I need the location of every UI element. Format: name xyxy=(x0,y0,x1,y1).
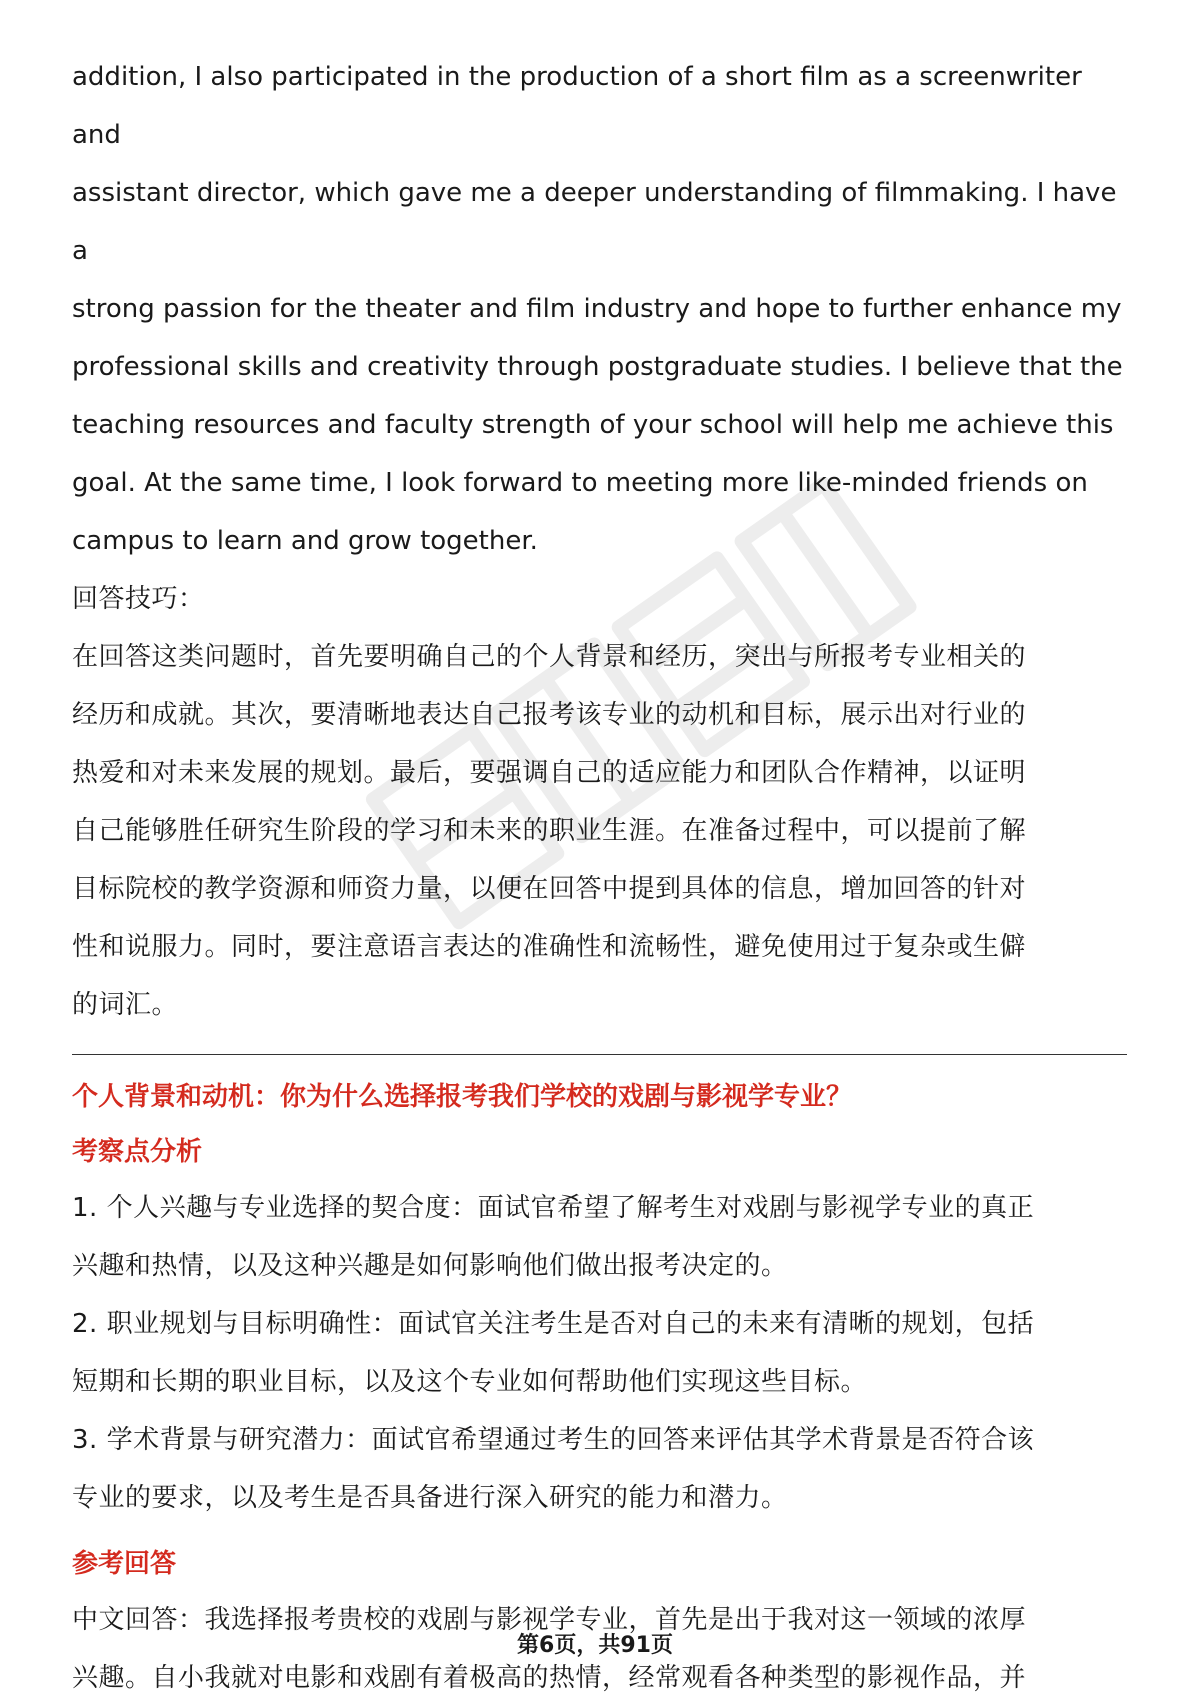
text-line: 热爱和对未来发展的规划。最后，要强调自己的适应能力和团队合作精神，以证明 xyxy=(72,758,1027,788)
answer-tips xyxy=(72,570,1127,1034)
page-number: 第6页，共91页 xyxy=(517,1633,673,1658)
text-line: 兴趣和热情，以及这种兴趣是如何影响他们做出报考决定的。 xyxy=(72,1251,788,1281)
text-line: campus to learn and grow together. xyxy=(72,526,538,556)
text-line: teaching resources and faculty strength of your school will help me achieve this xyxy=(72,410,1114,440)
text-line: professional skills and creativity through postgraduate studies. I believe that the xyxy=(72,352,1123,382)
text-line: addition, I also participated in the production of a short film as a screenwriter and xyxy=(72,62,1082,150)
text-line: 2. 职业规划与目标明确性：面试官关注考生是否对自己的未来有清晰的规划，包括 xyxy=(72,1309,1035,1339)
text-line: 3. 学术背景与研究潜力：面试官希望通过考生的回答来评估其学术背景是否符合该 xyxy=(72,1425,1035,1455)
text-line: assistant director, which gave me a deeper understanding of filmmaking. I have a xyxy=(72,178,1117,266)
section-divider xyxy=(72,1054,1127,1055)
analysis-title: 考察点分析 xyxy=(72,1137,203,1167)
page-content xyxy=(72,48,1127,1707)
text-line: 在回答这类问题时，首先要明确自己的个人背景和经历，突出与所报考专业相关的 xyxy=(72,642,1027,672)
tips-label: 回答技巧： xyxy=(72,584,205,614)
question-title: 个人背景和动机：你为什么选择报考我们学校的戏剧与影视学专业？ xyxy=(72,1082,853,1112)
text-line: goal. At the same time, I look forward to meeting more like-minded friends on xyxy=(72,468,1088,498)
text-line: strong passion for the theater and film industry and hope to further enhance my xyxy=(72,294,1122,324)
english-answer-continued xyxy=(72,48,1127,570)
text-line: 1. 个人兴趣与专业选择的契合度：面试官希望了解考生对戏剧与影视学专业的真正 xyxy=(72,1193,1035,1223)
text-line: 目标院校的教学资源和师资力量，以便在回答中提到具体的信息，增加回答的针对 xyxy=(72,874,1027,904)
text-line: 专业的要求，以及考生是否具备进行深入研究的能力和潜力。 xyxy=(72,1483,788,1513)
text-line: 短期和长期的职业目标，以及这个专业如何帮助他们实现这些目标。 xyxy=(72,1367,868,1397)
reference-title: 参考回答 xyxy=(72,1549,177,1579)
text-line: 自己能够胜任研究生阶段的学习和未来的职业生涯。在准备过程中，可以提前了解 xyxy=(72,816,1027,846)
text-line: 性和说服力。同时，要注意语言表达的准确性和流畅性，避免使用过于复杂或生僻 xyxy=(72,932,1027,962)
analysis-section xyxy=(72,1125,1127,1527)
text-line: 中文回答：我选择报考贵校的戏剧与影视学专业，首先是出于我对这一领域的浓厚 xyxy=(72,1605,1027,1635)
text-line: 兴趣。自小我就对电影和戏剧有着极高的热情，经常观看各种类型的影视作品，并 xyxy=(72,1663,1027,1693)
text-line: 的词汇。 xyxy=(72,990,179,1020)
reference-section xyxy=(72,1537,1127,1707)
text-line: 经历和成就。其次，要清晰地表达自己报考该专业的动机和目标，展示出对行业的 xyxy=(72,700,1027,730)
